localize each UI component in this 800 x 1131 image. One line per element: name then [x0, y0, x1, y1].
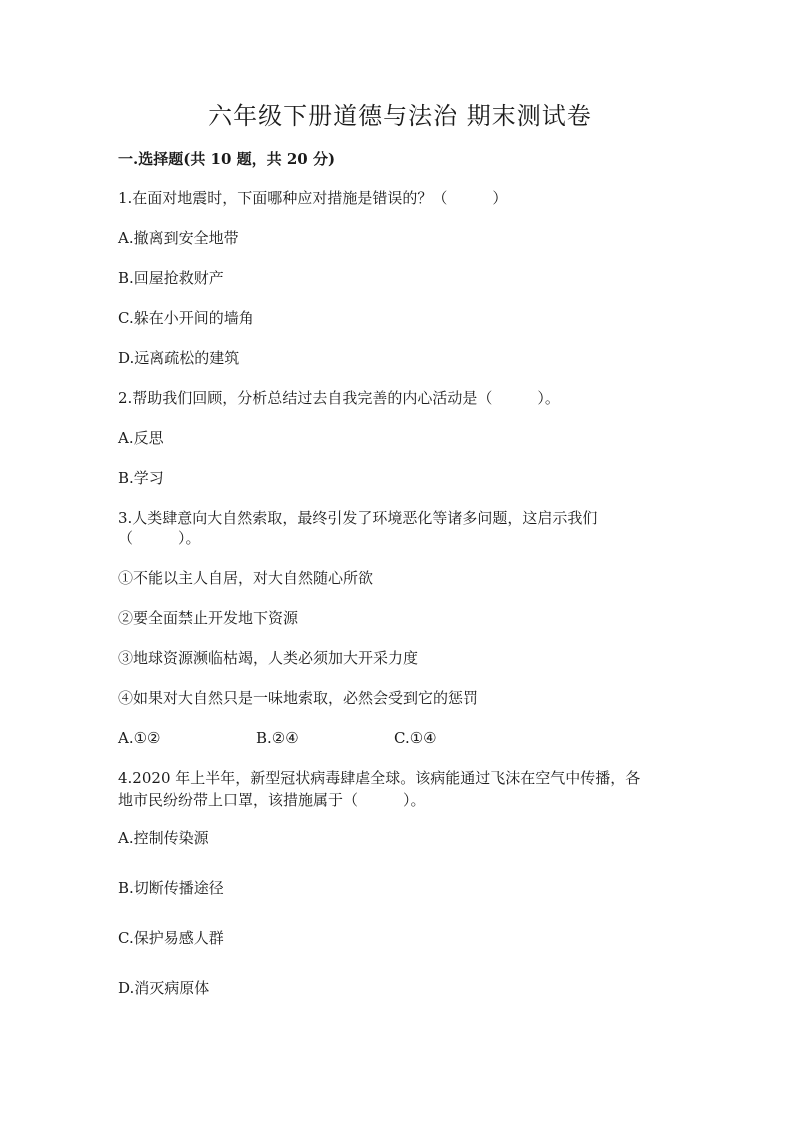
question-3-option-c: C.①④ [394, 729, 437, 747]
question-4-option-d: D.消灭病原体 [118, 979, 210, 997]
question-1-stem: 1.在面对地震时，下面哪种应对措施是错误的？（ ） [118, 189, 508, 207]
question-3-stem-line-1: 3.人类肆意向大自然索取，最终引发了环境恶化等诸多问题，这启示我们 [118, 509, 598, 527]
question-4-option-a: A.控制传染源 [118, 829, 209, 847]
question-1-option-d: D.远离疏松的建筑 [118, 349, 240, 367]
question-3-options [118, 726, 437, 750]
question-4-option-b: B.切断传播途径 [118, 879, 224, 897]
question-2-stem: 2.帮助我们回顾，分析总结过去自我完善的内心活动是（ ）。 [118, 389, 560, 407]
question-1-option-b: B.回屋抢救财产 [118, 269, 224, 287]
question-2-option-a: A.反思 [118, 429, 164, 447]
question-3-statement-2: ②要全面禁止开发地下资源 [118, 609, 299, 627]
question-2-option-b: B.学习 [118, 469, 164, 487]
question-3-option-b: B.②④ [256, 729, 299, 747]
page-title: 六年级下册道德与法治 期末测试卷 [208, 102, 592, 130]
section-heading: 一.选择题(共 10 题，共 20 分) [118, 150, 336, 168]
question-1-option-a: A.撤离到安全地带 [118, 229, 239, 247]
question-4-stem-line-2: 地市民纷纷带上口罩，该措施属于（ ）。 [118, 791, 426, 809]
question-3-option-a: A.①② [118, 729, 161, 747]
question-3-stem-line-2: （ ）。 [118, 529, 201, 547]
question-4-stem-line-1: 4.2020 年上半年，新型冠状病毒肆虐全球。该病能通过飞沫在空气中传播，各 [118, 769, 641, 787]
question-1-option-c: C.躲在小开间的墙角 [118, 309, 254, 327]
question-3-statement-4: ④如果对大自然只是一味地索取，必然会受到它的惩罚 [118, 689, 479, 707]
question-3-statement-1: ①不能以主人自居，对大自然随心所欲 [118, 569, 374, 587]
question-3-statement-3: ③地球资源濒临枯竭，人类必须加大开采力度 [118, 649, 419, 667]
question-4-option-c: C.保护易感人群 [118, 929, 224, 947]
